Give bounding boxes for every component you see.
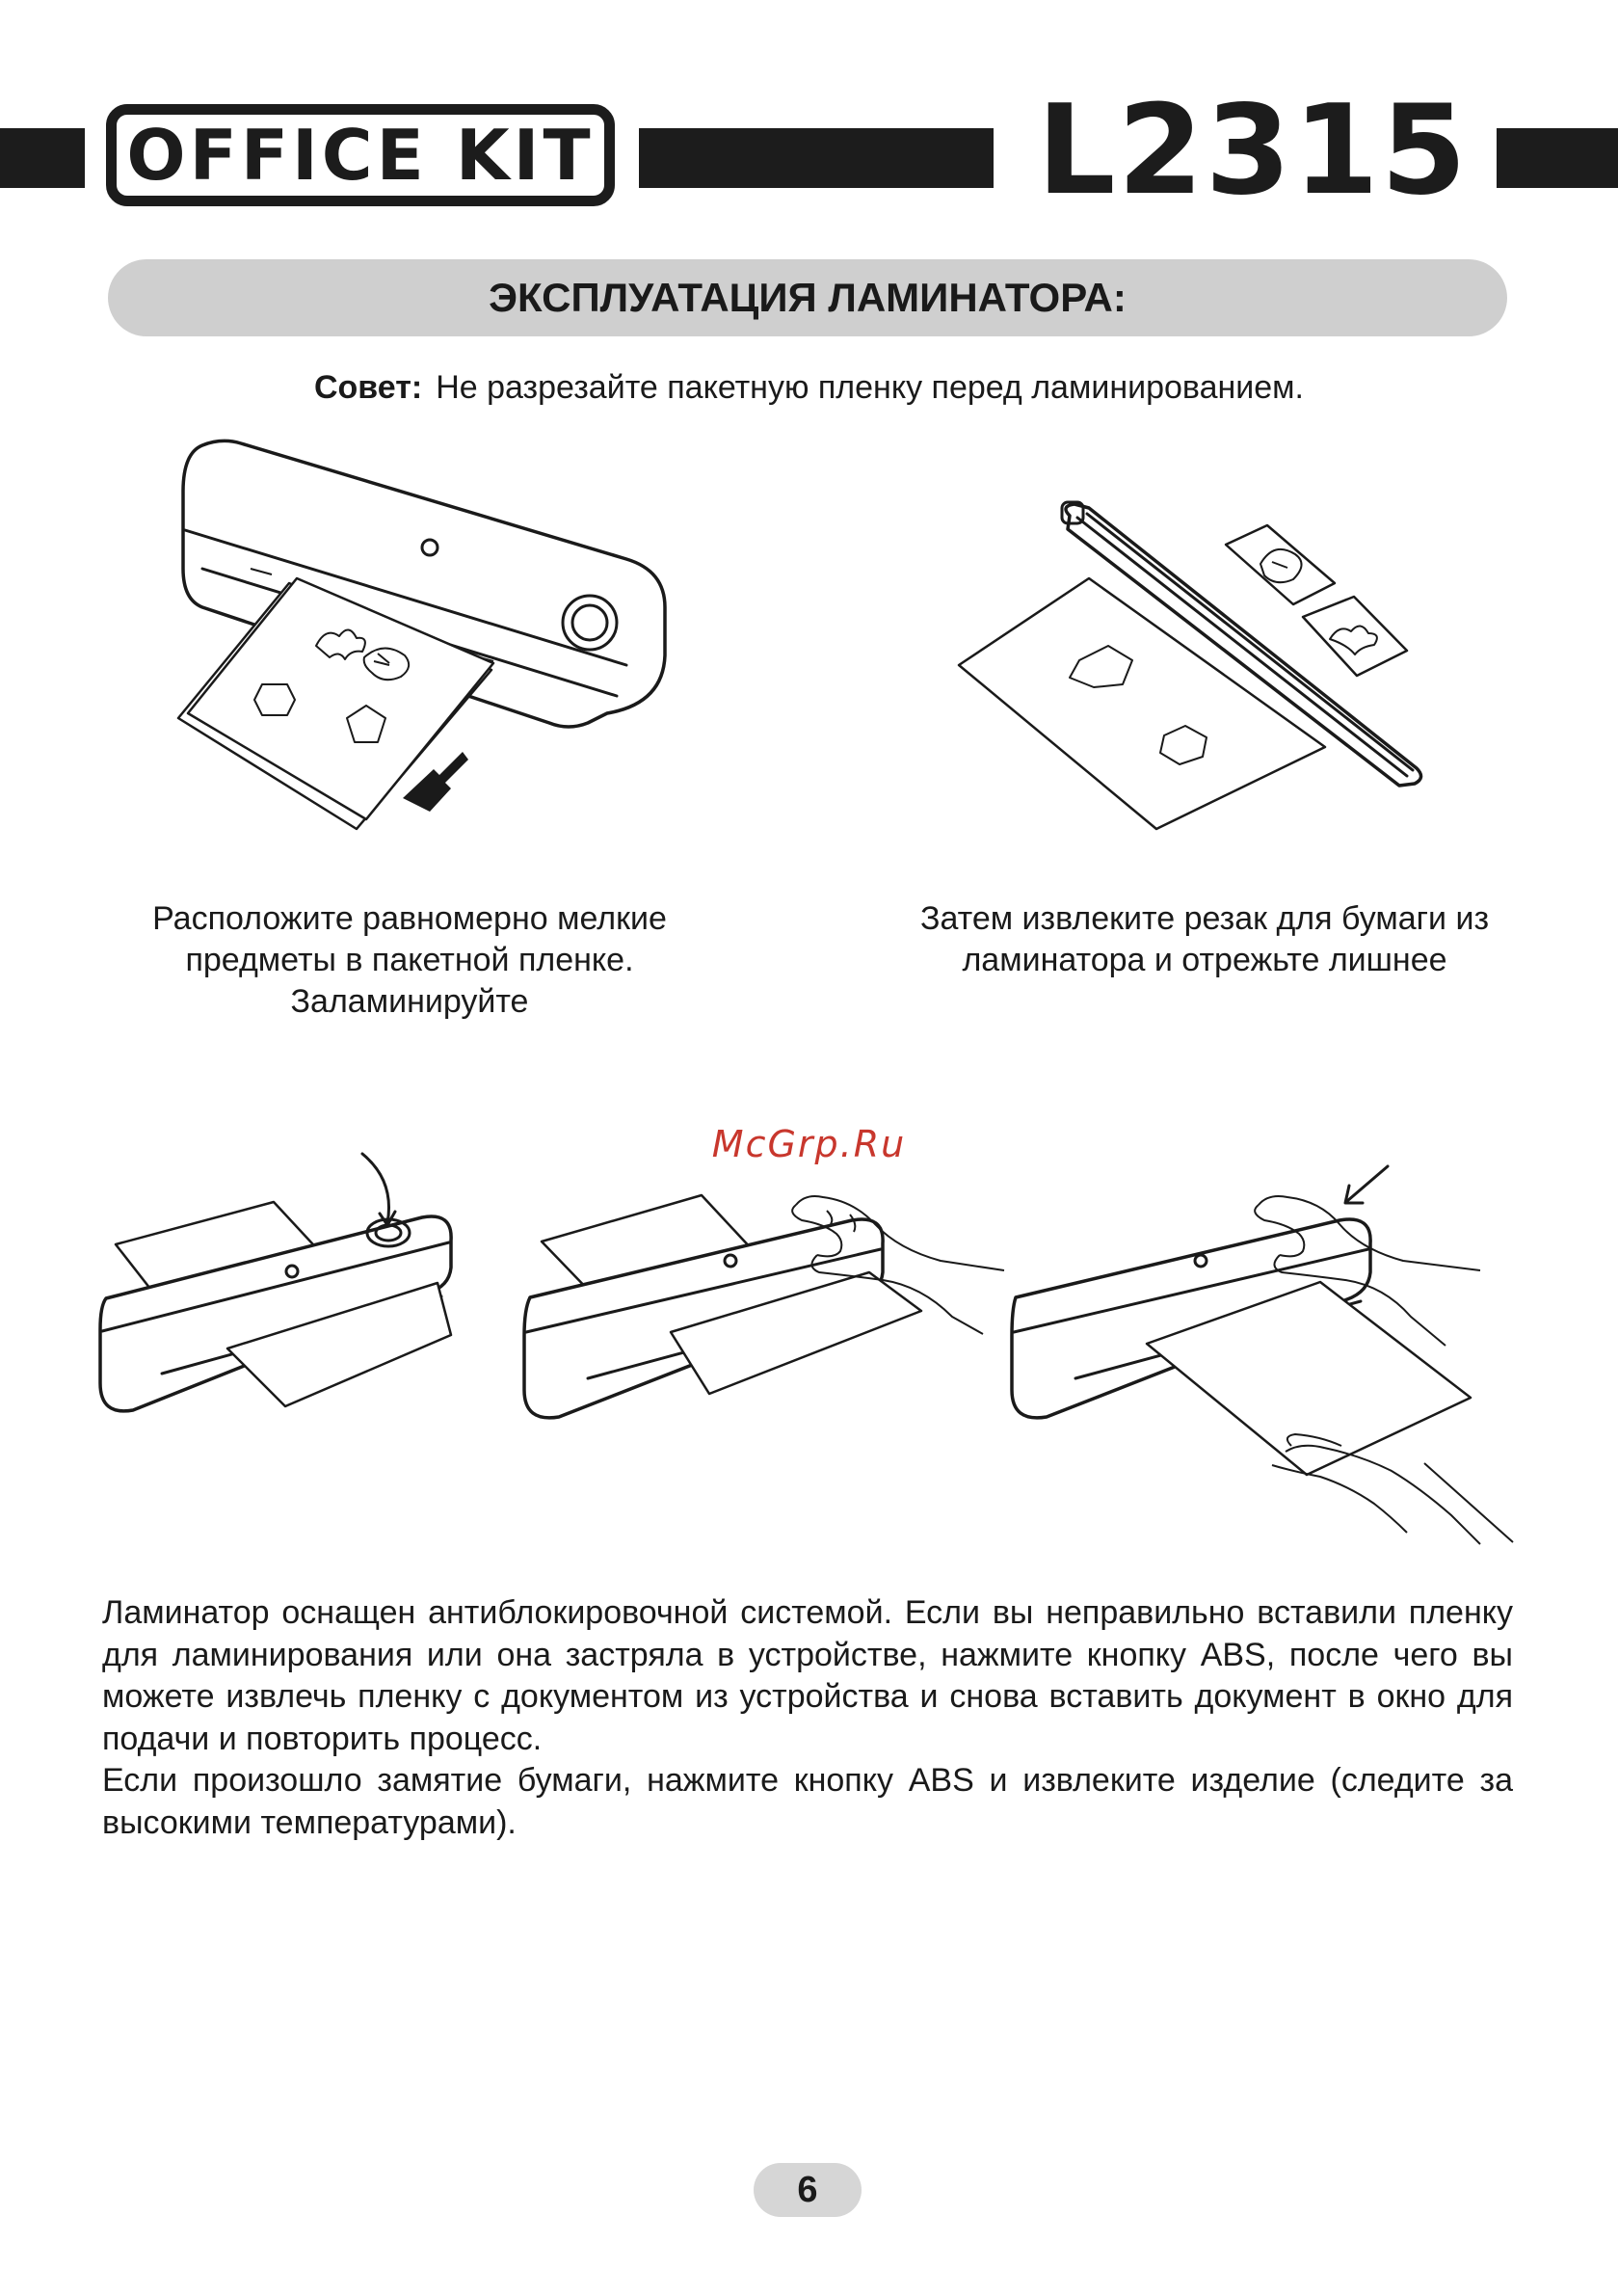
header-bar-middle	[639, 128, 994, 188]
brand-logo	[106, 104, 615, 206]
section-title: ЭКСПЛУАТАЦИЯ ЛАМИНАТОРА:	[108, 259, 1507, 336]
page-number: 6	[754, 2163, 862, 2217]
step-2-caption-line: ламинатора и отрежьте лишнее	[962, 942, 1447, 978]
illustration-press-abs	[94, 1152, 461, 1422]
illustration-cut-excess	[954, 496, 1436, 843]
body-paragraph-1: Ламинатор оснащен антиблокировочной системой. Если вы неправильно вставили пленку для ламинирования или она застряла в устройстве, нажмите кнопку ABS, после чего вы можете извлечь пленку с документом из устройства и снова вставить документ в окно для подачи и повторить процесс.	[102, 1594, 1513, 1757]
tip-text: Не разрезайте пакетную пленку перед ламинированием.	[436, 369, 1305, 406]
header-bar-left	[0, 128, 85, 188]
body-text	[102, 1592, 1513, 1844]
brand-logo-text: OFFICE KIT	[126, 115, 595, 196]
header-bar-right	[1497, 128, 1618, 188]
watermark: McGrp.Ru	[711, 1123, 907, 1165]
tip-label: Совет:	[313, 369, 423, 406]
body-paragraph-2: Если произошло замятие бумаги, нажмите кнопку ABS и извлеките изделие (следите за высокими температурами).	[102, 1762, 1513, 1841]
model-number: L2315	[1037, 79, 1469, 223]
step-2-caption-line: Затем извлеките резак для бумаги из	[919, 900, 1490, 937]
illustration-remove-sheet	[1002, 1157, 1523, 1552]
step-1-caption-line: предметы в пакетной пленке.	[185, 942, 634, 978]
illustration-laminate-pouch	[173, 424, 675, 848]
step-2-caption	[906, 898, 1503, 981]
tip-line	[0, 364, 1618, 411]
step-1-caption	[116, 898, 703, 1023]
illustration-hold-button	[517, 1166, 1008, 1455]
step-1-caption-line: Расположите равномерно мелкие	[152, 900, 667, 937]
step-1-caption-line: Заламинируйте	[290, 983, 529, 1020]
